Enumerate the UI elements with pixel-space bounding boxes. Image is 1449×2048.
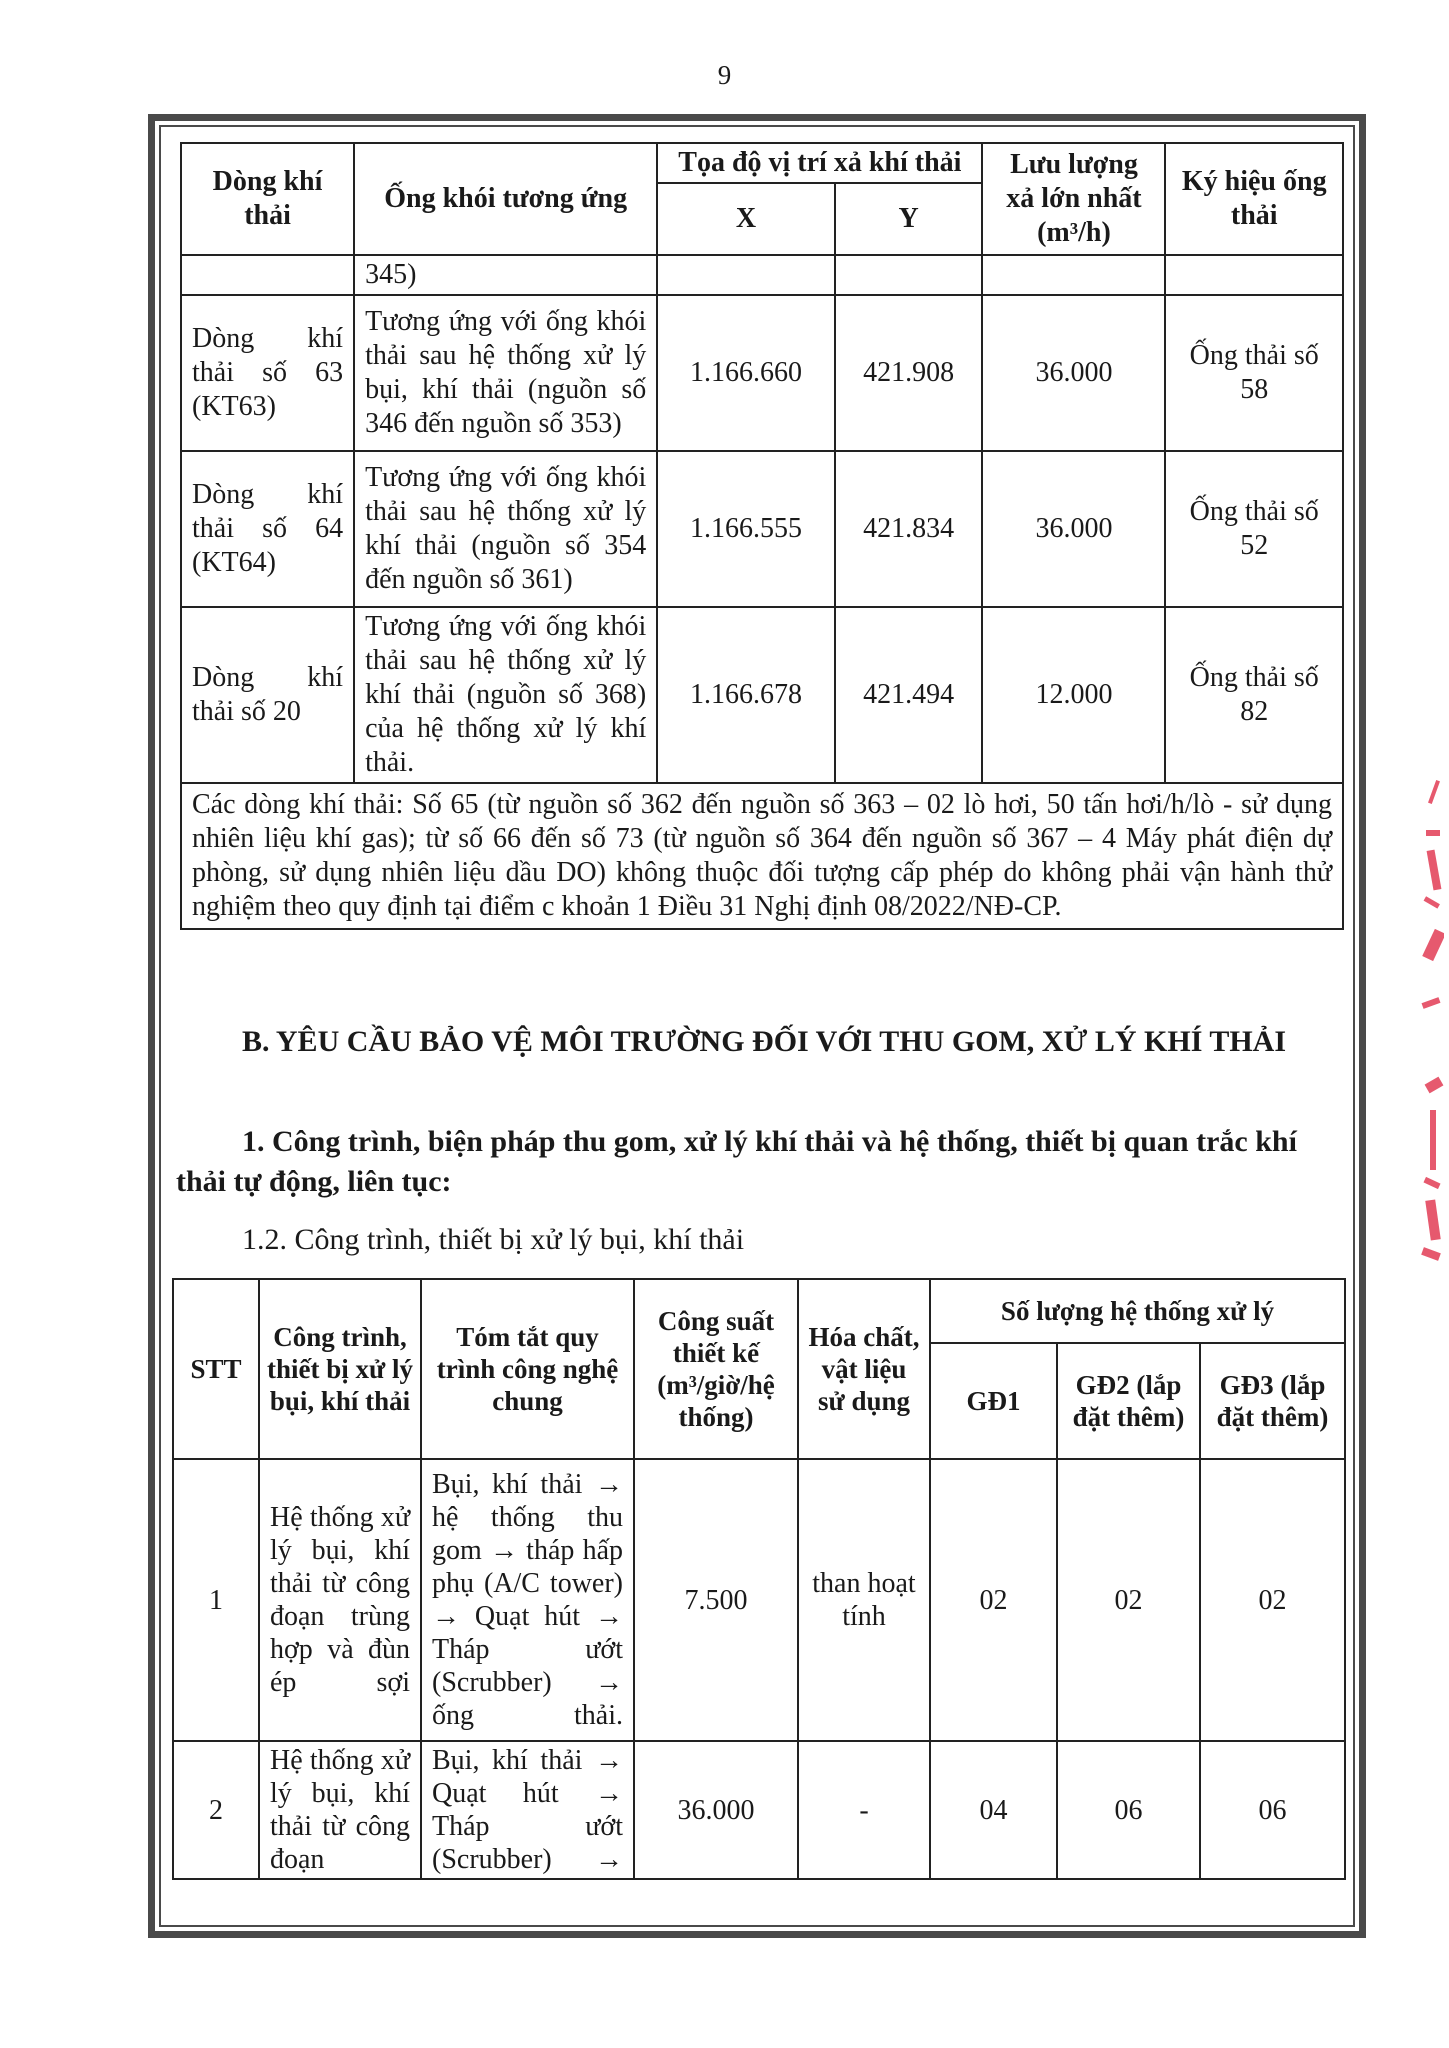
stack-cell: Tương ứng với ống khói thải sau hệ thống xử lý khí thải (nguồn số 368) của hệ thống xử lý khí thải.	[354, 607, 657, 783]
header-capacity: Công suất thiết kế (m³/giờ/hệ thống)	[634, 1279, 798, 1459]
stream-cell: Dòng khí thải số 63 (KT63)	[181, 295, 354, 451]
header-process: Tóm tắt quy trình công nghệ chung	[421, 1279, 634, 1459]
works-cell: Hệ thống xử lý bụi, khí thải từ công đoạn	[259, 1741, 421, 1879]
table-row	[181, 255, 1343, 295]
table-row	[181, 295, 1343, 451]
header-y: Y	[835, 183, 983, 255]
header-x: X	[657, 183, 834, 255]
gd2-cell: 06	[1057, 1741, 1200, 1879]
gd3-cell: 02	[1200, 1459, 1345, 1741]
table-row	[181, 607, 1343, 783]
header-stream: Dòng khí thải	[181, 143, 354, 255]
table-row	[181, 451, 1343, 607]
gd2-cell: 02	[1057, 1459, 1200, 1741]
y-cell: 421.494	[835, 607, 983, 783]
stt-cell: 2	[173, 1741, 259, 1879]
table-header-row	[181, 143, 1343, 183]
header-works: Công trình, thiết bị xử lý bụi, khí thải	[259, 1279, 421, 1459]
x-cell: 1.166.660	[657, 295, 834, 451]
section-1-heading: 1. Công trình, biện pháp thu gom, xử lý khí thải và hệ thống, thiết bị quan trắc khí thải tự động, liên tục:	[176, 1125, 1297, 1198]
capacity-cell: 36.000	[634, 1741, 798, 1879]
stt-cell: 1	[173, 1459, 259, 1741]
header-gd1: GĐ1	[930, 1343, 1057, 1459]
y-cell: 421.834	[835, 451, 983, 607]
flow-cell: 12.000	[982, 607, 1165, 783]
pipe-id-cell: Ống thải số 52	[1165, 451, 1343, 607]
stack-cell: Tương ứng với ống khói thải sau hệ thống xử lý bụi, khí thải (nguồn số 346 đến nguồn số 353)	[354, 295, 657, 451]
gd1-cell: 02	[930, 1459, 1057, 1741]
header-quantity: Số lượng hệ thống xử lý	[930, 1279, 1345, 1343]
header-coordinates: Tọa độ vị trí xả khí thải	[657, 143, 982, 183]
chemicals-cell: -	[798, 1741, 930, 1879]
section-b-heading: B. YÊU CẦU BẢO VỆ MÔI TRƯỜNG ĐỐI VỚI THU GOM, XỬ LÝ KHÍ THẢI	[242, 1025, 1287, 1058]
header-gd3: GĐ3 (lắp đặt thêm)	[1200, 1343, 1345, 1459]
stream-cell: Dòng khí thải số 20	[181, 607, 354, 783]
gd3-cell: 06	[1200, 1741, 1345, 1879]
stream-cell: Dòng khí thải số 64 (KT64)	[181, 451, 354, 607]
flow-cell: 36.000	[982, 295, 1165, 451]
section-1-2-heading: 1.2. Công trình, thiết bị xử lý bụi, khí thải	[242, 1223, 745, 1256]
table-row	[173, 1459, 1345, 1741]
x-cell: 1.166.555	[657, 451, 834, 607]
header-stack: Ống khói tương ứng	[354, 143, 657, 255]
page-number: 9	[717, 60, 732, 90]
header-pipe-id: Ký hiệu ống thải	[1165, 143, 1343, 255]
header-stt: STT	[173, 1279, 259, 1459]
x-cell: 1.166.678	[657, 607, 834, 783]
table-row	[173, 1741, 1345, 1879]
treatment-systems-table	[172, 1278, 1346, 1880]
header-chemicals: Hóa chất, vật liệu sử dụng	[798, 1279, 930, 1459]
red-seal-stamp-fragment	[1418, 760, 1444, 1280]
chemicals-cell: than hoạt tính	[798, 1459, 930, 1741]
flow-cell: 36.000	[982, 451, 1165, 607]
pipe-id-cell: Ống thải số 82	[1165, 607, 1343, 783]
capacity-cell: 7.500	[634, 1459, 798, 1741]
emission-streams-table	[180, 142, 1344, 930]
table-note: Các dòng khí thải: Số 65 (từ nguồn số 362 đến nguồn số 363 – 02 lò hơi, 50 tấn hơi/h/lò - sử dụng nhiên liệu khí gas); từ số 66 đến số 73 (từ nguồn số 364 đến nguồn số 367 – 4 Máy phát điện dự phòng, sử dụng nhiên liệu dầu DO) không thuộc đối tượng cấp phép do không phải vận hành thử nghiệm theo quy định tại điểm c khoản 1 Điều 31 Nghị định 08/2022/NĐ-CP.	[181, 783, 1343, 929]
table-note-row	[181, 783, 1343, 929]
pipe-id-cell: Ống thải số 58	[1165, 295, 1343, 451]
process-cell: Bụi, khí thải → hệ thống thu gom → tháp hấp phụ (A/C tower) → Quạt hút → Tháp ướt (Scrubber) → ống thải.	[421, 1459, 634, 1741]
table-header-row	[173, 1279, 1345, 1343]
works-cell: Hệ thống xử lý bụi, khí thải từ công đoạn trùng hợp và đùn ép sợi	[259, 1459, 421, 1741]
process-cell: Bụi, khí thải → Quạt hút → Tháp ướt (Scrubber) →	[421, 1741, 634, 1879]
y-cell: 421.908	[835, 295, 983, 451]
stack-cell: Tương ứng với ống khói thải sau hệ thống xử lý khí thải (nguồn số 354 đến nguồn số 361)	[354, 451, 657, 607]
stack-cell: 345)	[354, 255, 657, 295]
header-max-flow: Lưu lượng xả lớn nhất (m³/h)	[982, 143, 1165, 255]
header-gd2: GĐ2 (lắp đặt thêm)	[1057, 1343, 1200, 1459]
gd1-cell: 04	[930, 1741, 1057, 1879]
